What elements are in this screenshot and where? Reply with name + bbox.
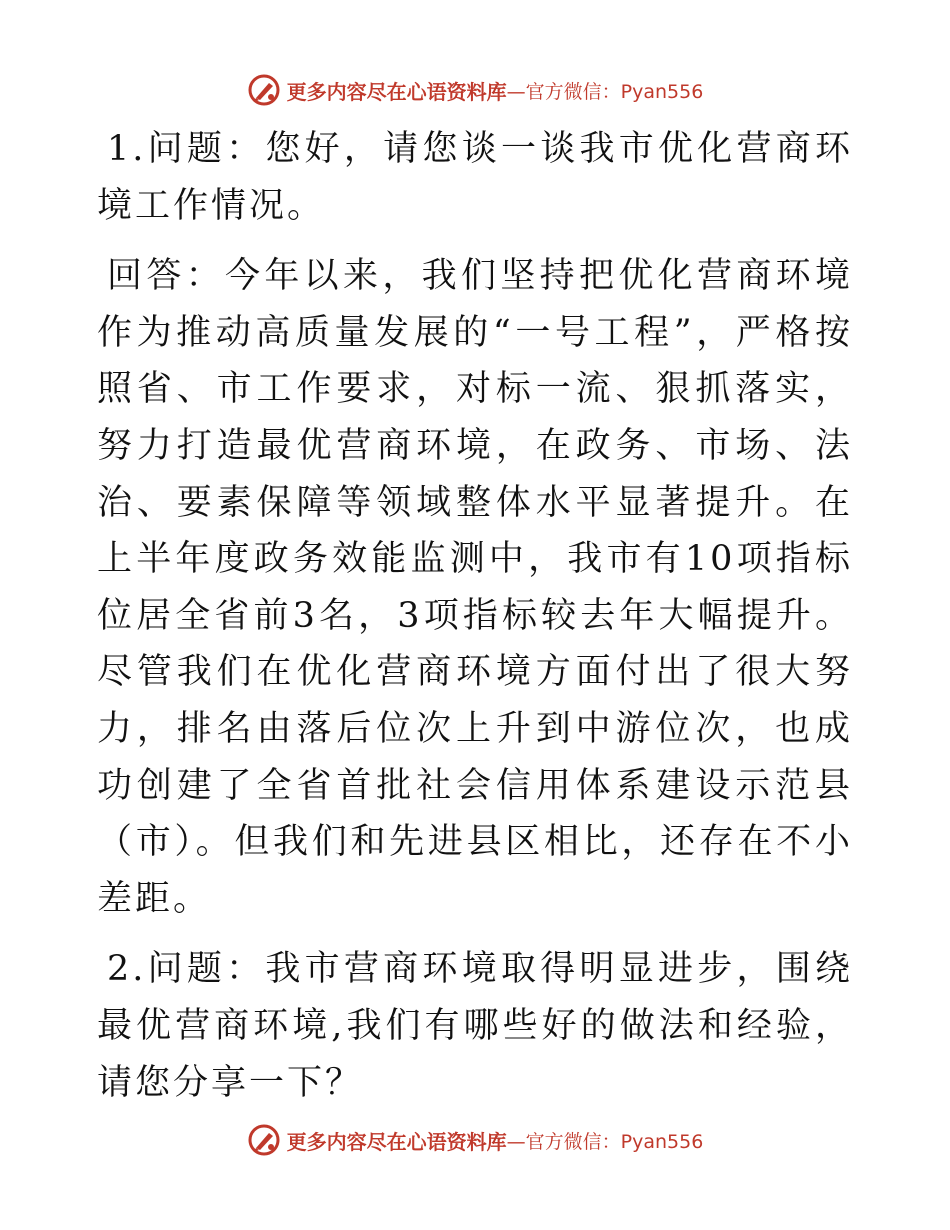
footer-banner	[0, 1120, 950, 1160]
question-1: 1.问题：您好，请您谈一谈我市优化营商环境工作情况。	[97, 129, 853, 226]
header-banner	[0, 70, 950, 110]
question-2: 2.问题：我市营商环境取得明显进步，围绕最优营商环境,我们有哪些好的做法和经验，请您分享一下？	[97, 949, 853, 1103]
header-banner-wechat: —官方微信：Pyan556	[506, 80, 704, 103]
footer-banner-title: 更多内容尽在心语资料库	[286, 1129, 507, 1154]
document-body	[97, 121, 853, 1111]
red-pen-circle-logo-icon	[247, 73, 281, 107]
header-banner-title: 更多内容尽在心语资料库	[286, 79, 507, 104]
footer-banner-wechat: —官方微信：Pyan556	[506, 1130, 704, 1153]
red-pen-circle-logo-icon	[247, 1123, 281, 1157]
answer-1: 回答：今年以来，我们坚持把优化营商环境作为推动高质量发展的“一号工程”，严格按照省、市工作要求，对标一流、狠抓落实，努力打造最优营商环境，在政务、市场、法治、要素保障等领域整体水平显著提升。在上半年度政务效能监测中，我市有10项指标位居全省前3名，3项指标较去年大幅提升。尽管我们在优化营商环境方面付出了很大努力，排名由落后位次上升到中游位次，也成功创建了全省首批社会信用体系建设示范县（市）。但我们和先进县区相比，还存在不小差距。	[97, 256, 853, 919]
